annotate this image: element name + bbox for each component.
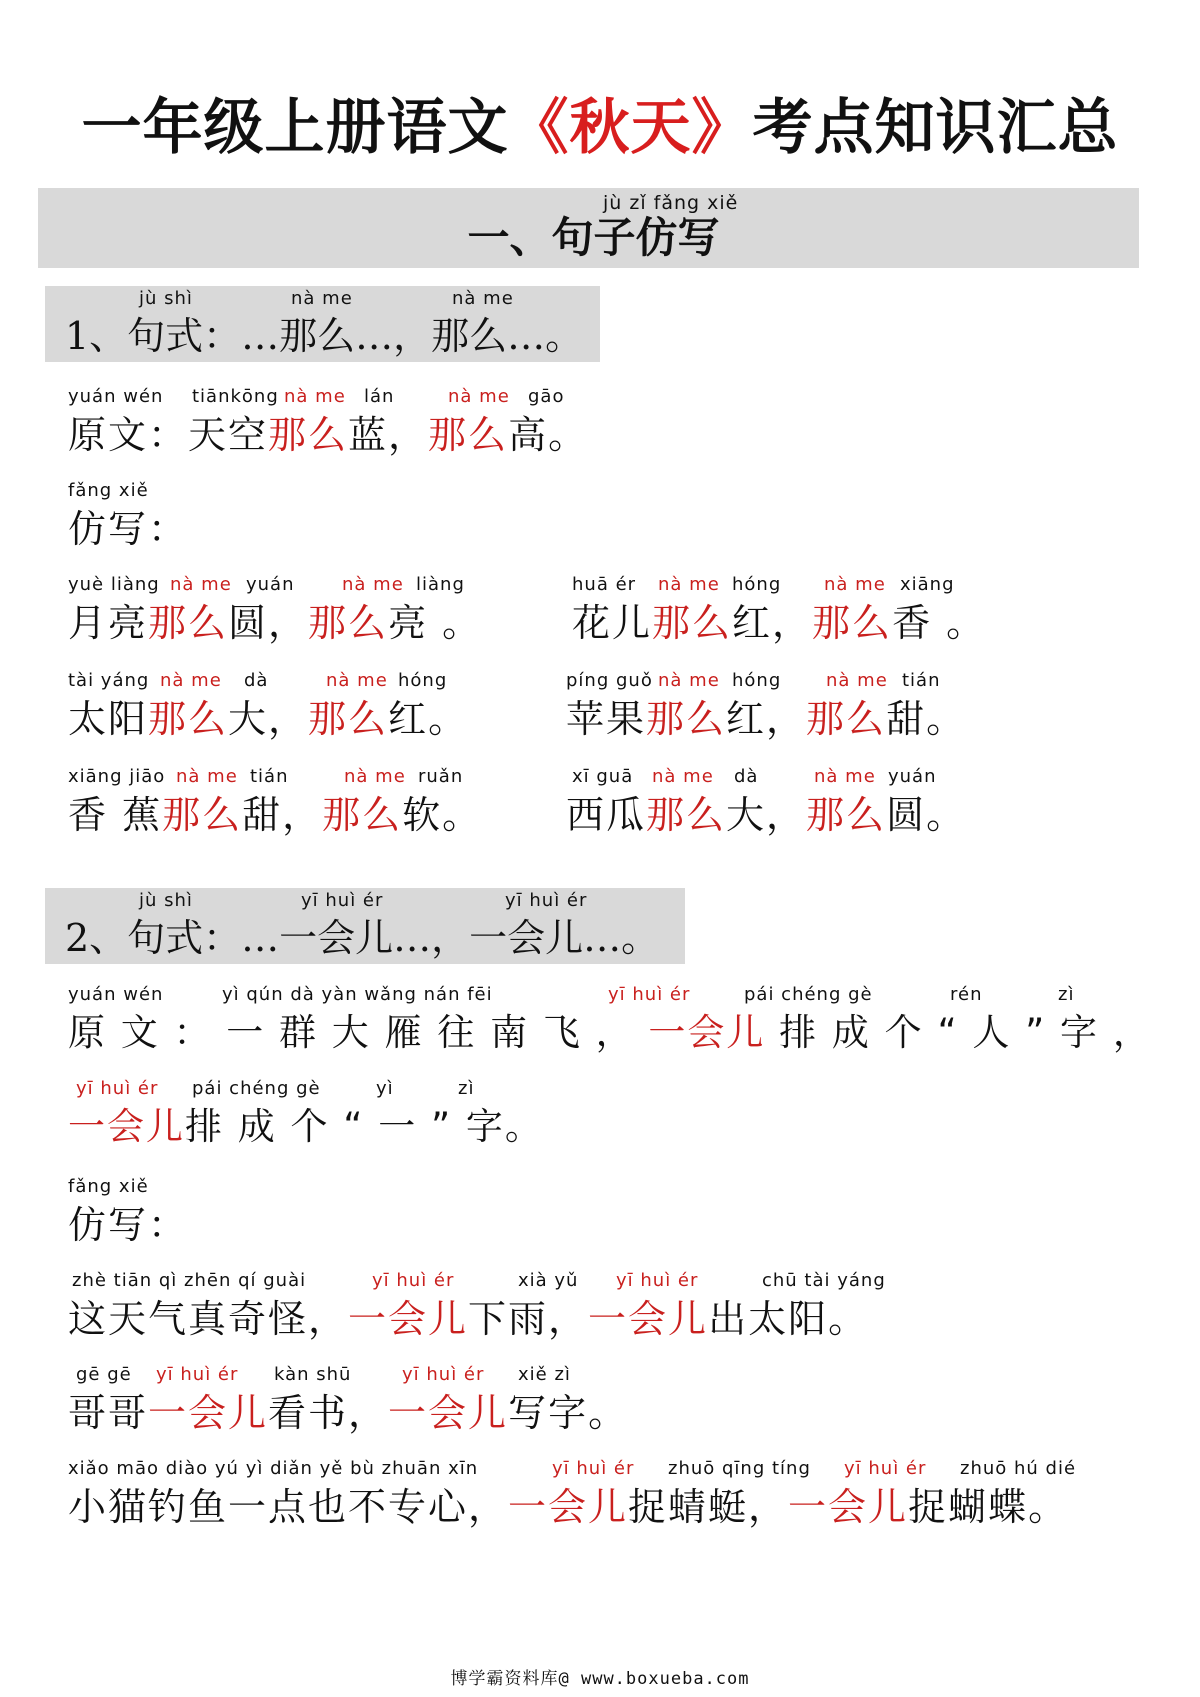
keyword: 一会儿 — [648, 1011, 766, 1054]
hanzi-row — [68, 1388, 628, 1438]
section-heading: 一、句子仿写 — [467, 213, 720, 262]
text: 月亮 — [68, 601, 149, 645]
pinyin-row — [572, 574, 986, 598]
keyword: 那么 — [428, 413, 509, 457]
text: 哥哥 — [68, 1391, 149, 1435]
pinyin: tài yáng — [68, 670, 150, 691]
pinyin: yī huì ér — [552, 1458, 635, 1479]
pinyin: zhè tiān qì zhēn qí guài — [72, 1270, 307, 1291]
pinyin-row — [68, 386, 588, 410]
pattern-2-pinyin — [45, 890, 685, 914]
pinyin: pái chéng gè — [192, 1078, 321, 1099]
pinyin: nà me — [342, 574, 404, 595]
pinyin-row — [68, 1458, 1077, 1482]
pinyin: liàng — [416, 574, 465, 595]
hanzi-row — [68, 1102, 544, 1152]
title-lesson: 《秋天》 — [508, 93, 753, 163]
pinyin: nà me — [826, 670, 888, 691]
keyword: 一会儿 — [508, 1485, 629, 1529]
example-2-2 — [68, 1364, 628, 1438]
text: 蓝， — [348, 413, 429, 457]
pinyin-row — [68, 766, 482, 790]
keyword: 一会儿 — [788, 1485, 909, 1529]
keyword: 一会儿 — [588, 1297, 709, 1341]
pinyin: xī guā — [572, 766, 634, 787]
section-heading-band — [38, 188, 1139, 268]
text: 大， — [228, 697, 309, 741]
text: 红。 — [388, 697, 469, 741]
pinyin: nà me — [658, 670, 720, 691]
footer-watermark: 博学霸资料库@ www.boxueba.com — [450, 1669, 750, 1689]
example-1-2 — [572, 574, 986, 648]
section-heading-pinyin: jù zǐ fǎng xiě — [603, 192, 739, 214]
pinyin: nà me — [170, 574, 232, 595]
keyword: 一会儿 — [148, 1391, 269, 1435]
pinyin: yī huì ér — [301, 890, 384, 911]
pinyin: dà — [734, 766, 759, 787]
original-sentence-1 — [68, 386, 588, 460]
pinyin-row — [68, 480, 188, 504]
pinyin: yī huì ér — [402, 1364, 485, 1385]
text: 捉蝴蝶。 — [908, 1485, 1069, 1529]
keyword: 一会儿 — [388, 1391, 509, 1435]
pinyin: yuán wén — [68, 386, 164, 407]
pinyin-row — [68, 670, 468, 694]
hanzi-row — [572, 598, 986, 648]
pinyin: gāo — [528, 386, 565, 407]
page-title — [0, 88, 1200, 168]
pinyin: nà me — [452, 288, 514, 309]
text: 软。 — [402, 793, 483, 837]
text: 西瓜 — [566, 793, 647, 837]
original-sentence-2-line-2 — [68, 1078, 544, 1152]
keyword: 那么 — [162, 793, 243, 837]
pattern-2-text: 2、句式：…一会儿…，一会儿…。 — [65, 916, 660, 960]
example-1-6 — [566, 766, 966, 840]
keyword: 那么 — [812, 601, 893, 645]
text: 这天气真奇怪， — [68, 1297, 349, 1341]
pinyin: yuán — [246, 574, 295, 595]
pinyin: zì — [458, 1078, 475, 1099]
pinyin: jù shì — [139, 890, 193, 911]
label: 仿写： — [68, 1203, 189, 1247]
hanzi-row — [68, 790, 482, 840]
pinyin-row — [68, 1176, 188, 1200]
text: 太阳 — [68, 697, 149, 741]
pinyin: nà me — [824, 574, 886, 595]
text: 红， — [732, 601, 813, 645]
pinyin: píng guǒ — [566, 670, 653, 691]
pinyin-row — [68, 984, 1152, 1008]
text: 捉蜻蜓， — [628, 1485, 789, 1529]
pinyin: lán — [364, 386, 395, 407]
text: 下雨， — [468, 1297, 589, 1341]
pattern-1-band — [45, 286, 600, 362]
text: 出太阳。 — [708, 1297, 869, 1341]
hanzi-row — [566, 694, 966, 744]
keyword: 那么 — [322, 793, 403, 837]
pinyin: rén — [950, 984, 983, 1005]
pinyin: pái chéng gè — [744, 984, 873, 1005]
hanzi-row — [68, 1482, 1068, 1532]
pinyin: nà me — [448, 386, 510, 407]
pinyin: huā ér — [572, 574, 637, 595]
pinyin: ruǎn — [418, 766, 464, 787]
hanzi-row — [68, 1294, 868, 1344]
pinyin: hóng — [398, 670, 448, 691]
pinyin: hóng — [732, 574, 782, 595]
pinyin: yī huì ér — [844, 1458, 927, 1479]
hanzi-row — [68, 410, 588, 460]
keyword: 一会儿 — [68, 1105, 185, 1148]
keyword: 那么 — [148, 697, 229, 741]
pinyin: fǎng xiě — [68, 1176, 149, 1197]
hanzi-row — [68, 1008, 1152, 1058]
pinyin: zì — [1058, 984, 1075, 1005]
text: 亮 。 — [388, 601, 483, 645]
pinyin: hóng — [732, 670, 782, 691]
pinyin: nà me — [814, 766, 876, 787]
original-sentence-2-line-1 — [68, 984, 1152, 1058]
hanzi-row — [566, 790, 966, 840]
pattern-1-text: 1、句式：…那么…，那么…。 — [65, 314, 584, 358]
pattern-2-band — [45, 888, 685, 964]
pinyin: yī huì ér — [608, 984, 691, 1005]
text: 香 。 — [892, 601, 987, 645]
pinyin: fǎng xiě — [68, 480, 149, 501]
keyword: 那么 — [308, 697, 389, 741]
pinyin: yì qún dà yàn wǎng nán fēi — [222, 984, 493, 1005]
text: 原文：天空 — [68, 413, 269, 457]
keyword: 那么 — [806, 697, 887, 741]
pinyin: jù shì — [139, 288, 193, 309]
text: 小猫钓鱼一点也不专心， — [68, 1485, 509, 1529]
keyword: 那么 — [268, 413, 349, 457]
pinyin: zhuō qīng tíng — [668, 1458, 811, 1479]
imitate-label-1 — [68, 480, 188, 554]
text: 圆， — [228, 601, 309, 645]
text: 苹果 — [566, 697, 647, 741]
pinyin: yī huì ér — [372, 1270, 455, 1291]
pinyin: xiāng — [900, 574, 955, 595]
pinyin: nà me — [176, 766, 238, 787]
text: 排 成 个 “ 人 ” 字 ， — [779, 1011, 1152, 1054]
text: 甜， — [242, 793, 323, 837]
title-post: 考点知识汇总 — [752, 93, 1119, 163]
pinyin-row — [68, 1364, 628, 1388]
keyword: 那么 — [806, 793, 887, 837]
text: 花儿 — [572, 601, 653, 645]
pinyin: yuán — [888, 766, 937, 787]
pinyin: yì — [376, 1078, 394, 1099]
text: 甜。 — [886, 697, 967, 741]
pinyin: nà me — [160, 670, 222, 691]
keyword: 那么 — [148, 601, 229, 645]
pinyin: chū tài yáng — [762, 1270, 886, 1291]
keyword: 那么 — [652, 601, 733, 645]
text: 高。 — [508, 413, 589, 457]
pinyin: yuán wén — [68, 984, 164, 1005]
pattern-1-pinyin — [45, 288, 600, 312]
pinyin: xià yǔ — [518, 1270, 579, 1291]
text: 排 成 个 “ 一 ” 字。 — [185, 1105, 544, 1148]
example-2-3 — [68, 1458, 1077, 1532]
label: 仿写： — [68, 507, 189, 551]
imitate-label-2 — [68, 1176, 188, 1250]
pinyin: zhuō hú dié — [960, 1458, 1077, 1479]
pinyin: tián — [250, 766, 289, 787]
example-1-1 — [68, 574, 482, 648]
pinyin: xiě zì — [518, 1364, 571, 1385]
pinyin: tiānkōng — [192, 386, 279, 407]
pinyin: gē gē — [76, 1364, 132, 1385]
pinyin: nà me — [284, 386, 346, 407]
pinyin: nà me — [326, 670, 388, 691]
pinyin: yī huì ér — [505, 890, 588, 911]
pinyin: xiǎo māo diào yú yì diǎn yě bù zhuān xīn — [68, 1458, 479, 1479]
title-pre: 一年级上册语文 — [81, 93, 509, 163]
pinyin-row — [566, 670, 966, 694]
pinyin-row — [68, 1270, 886, 1294]
pinyin: nà me — [658, 574, 720, 595]
pinyin-row — [68, 574, 482, 598]
hanzi-row — [68, 598, 482, 648]
pinyin-row — [68, 1078, 544, 1102]
pinyin-row — [566, 766, 966, 790]
pinyin: yī huì ér — [156, 1364, 239, 1385]
text: 原 文 ： 一 群 大 雁 往 南 飞 ， — [68, 1011, 635, 1054]
example-1-3 — [68, 670, 468, 744]
example-2-1 — [68, 1270, 886, 1344]
pinyin: yuè liàng — [68, 574, 160, 595]
pinyin: xiāng jiāo — [68, 766, 166, 787]
pinyin: dà — [244, 670, 269, 691]
keyword: 那么 — [308, 601, 389, 645]
keyword: 一会儿 — [348, 1297, 469, 1341]
pinyin: nà me — [291, 288, 353, 309]
pinyin: nà me — [344, 766, 406, 787]
text: 圆。 — [886, 793, 967, 837]
pinyin: yī huì ér — [616, 1270, 699, 1291]
text: 看书， — [268, 1391, 389, 1435]
pinyin: kàn shū — [274, 1364, 352, 1385]
pinyin: tián — [902, 670, 941, 691]
keyword: 那么 — [646, 793, 727, 837]
text: 写字。 — [508, 1391, 629, 1435]
example-1-5 — [68, 766, 482, 840]
text: 大， — [726, 793, 807, 837]
text: 红， — [726, 697, 807, 741]
keyword: 那么 — [646, 697, 727, 741]
pinyin: nà me — [652, 766, 714, 787]
pinyin: yī huì ér — [76, 1078, 159, 1099]
example-1-4 — [566, 670, 966, 744]
text: 香 蕉 — [68, 793, 163, 837]
hanzi-row — [68, 694, 468, 744]
